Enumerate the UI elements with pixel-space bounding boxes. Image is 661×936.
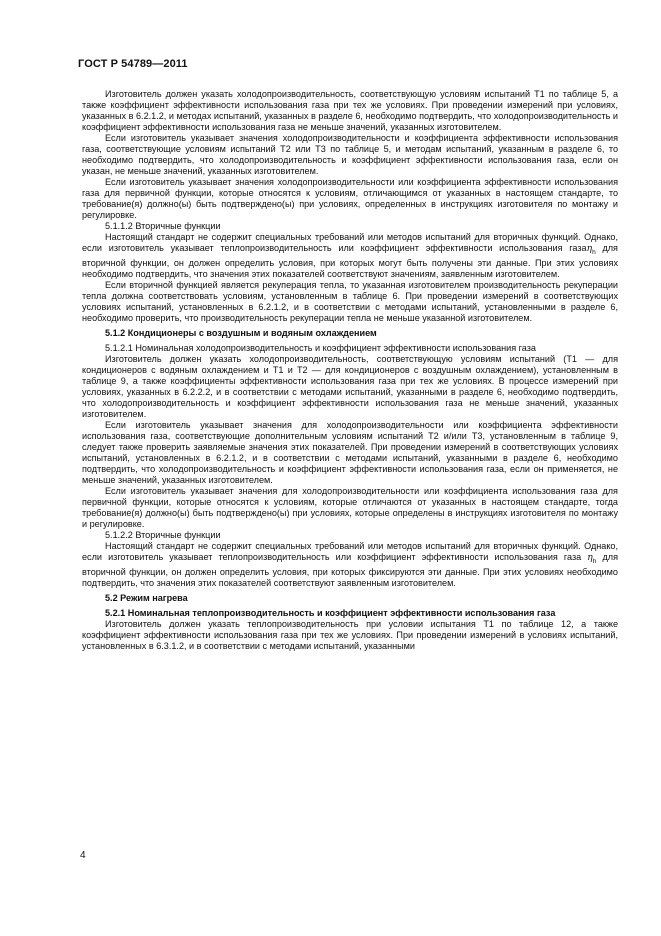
paragraph: Изготовитель должен указать холодопроизводительность, соответствующую условиям испытаний Т1 по таблице 5, а также коэффициент эффективности использования газа при тех же условиях. При проведении измерений при условиях, указанных в 6.2.1.2, и методах испытаний, указанных в разделе 6, необходимо подтвердить, что холодопроизводительность и коэффициент эффективности использования газа не меньше значений, указанных изготовителем. [82, 89, 618, 132]
eta-symbol: η [586, 244, 593, 254]
page-number: 4 [80, 850, 86, 861]
paragraph-text: Настоящий стандарт не содержит специальных требований или методов испытаний для вторичных функций. Однако, если изготовитель указывает теплопроизводительность или коэффициент эффективности использования газа [82, 232, 618, 253]
subsection-heading-5-1-2-1: 5.1.2.1 Номинальная холодопроизводительность и коэффициент эффективности использования газа [105, 342, 536, 353]
eta-subscript: h [592, 248, 596, 256]
document-header: ГОСТ Р 54789—2011 [78, 58, 188, 70]
paragraph: Если изготовитель указывает значения для холодопроизводительности или коэффициента использования газа для первичной функции, которые относятся к условиям, которые отличаются от указанных в настоящем стандарте, тогда требование(я) должно(ы) быть подтверждено(ы) при условиях, которые определены в инструкциях изготовителя по монтажу и регулировке. [82, 485, 618, 529]
section-heading-5-1-2: 5.1.2 Кондиционеры с воздушным и водяным охлаждением [105, 327, 377, 338]
section-heading-5-2: 5.2 Режим нагрева [105, 592, 188, 603]
paragraph: Если изготовитель указывает значения холодопроизводительности и коэффициента эффективности использования газа, соответствующие условиям испытаний Т2 или Т3 по таблице 5, и методам испытаний, указанным в разделе 6, то необходимо подтвердить, что холодопроизводительность и коэффициент эффективности использования газа, если он указан, не меньше значений, указанных изготовителем. [82, 133, 618, 176]
paragraph-text: Настоящий стандарт не содержит специальных требований или методов испытаний для вторичных функций. Однако, если изготовитель указывает теплопроизводительность или коэффициент эффективности использования газа [82, 540, 618, 562]
paragraph: Изготовитель должен указать холодопроизводительность, соответствующую условиям испытаний (Т1 — для кондиционеров с водяным охлаждением и Т1 и Т2 — для кондиционеров с воздушным охлаждением), установленным в таблице 9, а также коэффициенты эффективности использования газа при тех же условиях. В процессе измерений при условиях, указанных в 6.2.2.2, и в соответствии с методами испытаний, указанными в разделе 6, необходимо подтвердить, что холодопроизводительность и коэффициент эффективности использования газа не меньше значений, указанных изготовителем. [82, 353, 618, 419]
subsection-heading-5-1-1-2: 5.1.1.2 Вторичные функции [105, 221, 221, 231]
paragraph [82, 541, 618, 589]
paragraph: Если изготовитель указывает значения холодопроизводительности или коэффициента эффективности использования газа для первичной функции, которые относятся к условиям, отличающимся от указанных в настоящем стандарте, то требование(я) должно(ы) быть подтверждено(ы) при условиях, определенных в инструкциях изготовителя по монтажу и регулировке. [82, 177, 618, 220]
section-heading-5-2-1: 5.2.1 Номинальная теплопроизводительность и коэффициент эффективности использования газа [105, 607, 556, 618]
eta-subscript: h [592, 557, 597, 565]
paragraph: Если вторичной функцией является рекуперация тепла, то указанная изготовителем производительность рекуперации тепла должна соответствовать условиям, установленным в таблице 6. При проведении измерений в соответствующих условиях испытаний, установленных в 6.2.1.2, и в соответствии с методами испытаний, установленными в разделе 6, необходимо проверить, что производительность рекуперации тепла не меньше указанной изготовителем. [82, 279, 618, 323]
eta-symbol: η [587, 552, 593, 563]
subsection-heading-5-1-2-2: 5.1.2.2 Вторичные функции [105, 529, 221, 540]
paragraph-text: для вторичной функции, он должен определить условия, при которых фиксируются эти данные. При этих условиях необходимо подтвердить, что значения этих показателей соответствуют заявленным изготовителем. [82, 551, 618, 588]
paragraph-text: для вторичной функции, он должен определить условия, при которых могут быть получены эти данные. При этих условиях необходимо подтвердить, что значения этих показателей соответствуют значениям, заявленным изготовителем. [82, 243, 618, 279]
paragraph [82, 232, 618, 280]
paragraph: Изготовитель должен указать теплопроизводительность при условии испытания Т1 по таблице 12, а также коэффициент эффективности использования газа при тех же условиях. При проведении измерений в условиях испытаний, установленных в 6.3.1.2, и в соответствии с методами испытаний, указанными [82, 618, 618, 651]
page-body [82, 89, 618, 652]
paragraph: Если изготовитель указывает значения для холодопроизводительности или коэффициента эффективности использования газа, соответствующие дополнительным условиям испытаний Т2 и/или Т3, установленным в таблице 9, следует также проверить заявляемые значения этих показателей. При проведении измерений в соответствующих условиях испытаний, установленных в 6.2.1.2, и в соответствии с методами испытаний, указанными в разделе 6, необходимо подтвердить, что холодопроизводительность и коэффициент эффективности использования газа, если он применяется, не меньше значений, указанных изготовителем. [82, 419, 618, 485]
